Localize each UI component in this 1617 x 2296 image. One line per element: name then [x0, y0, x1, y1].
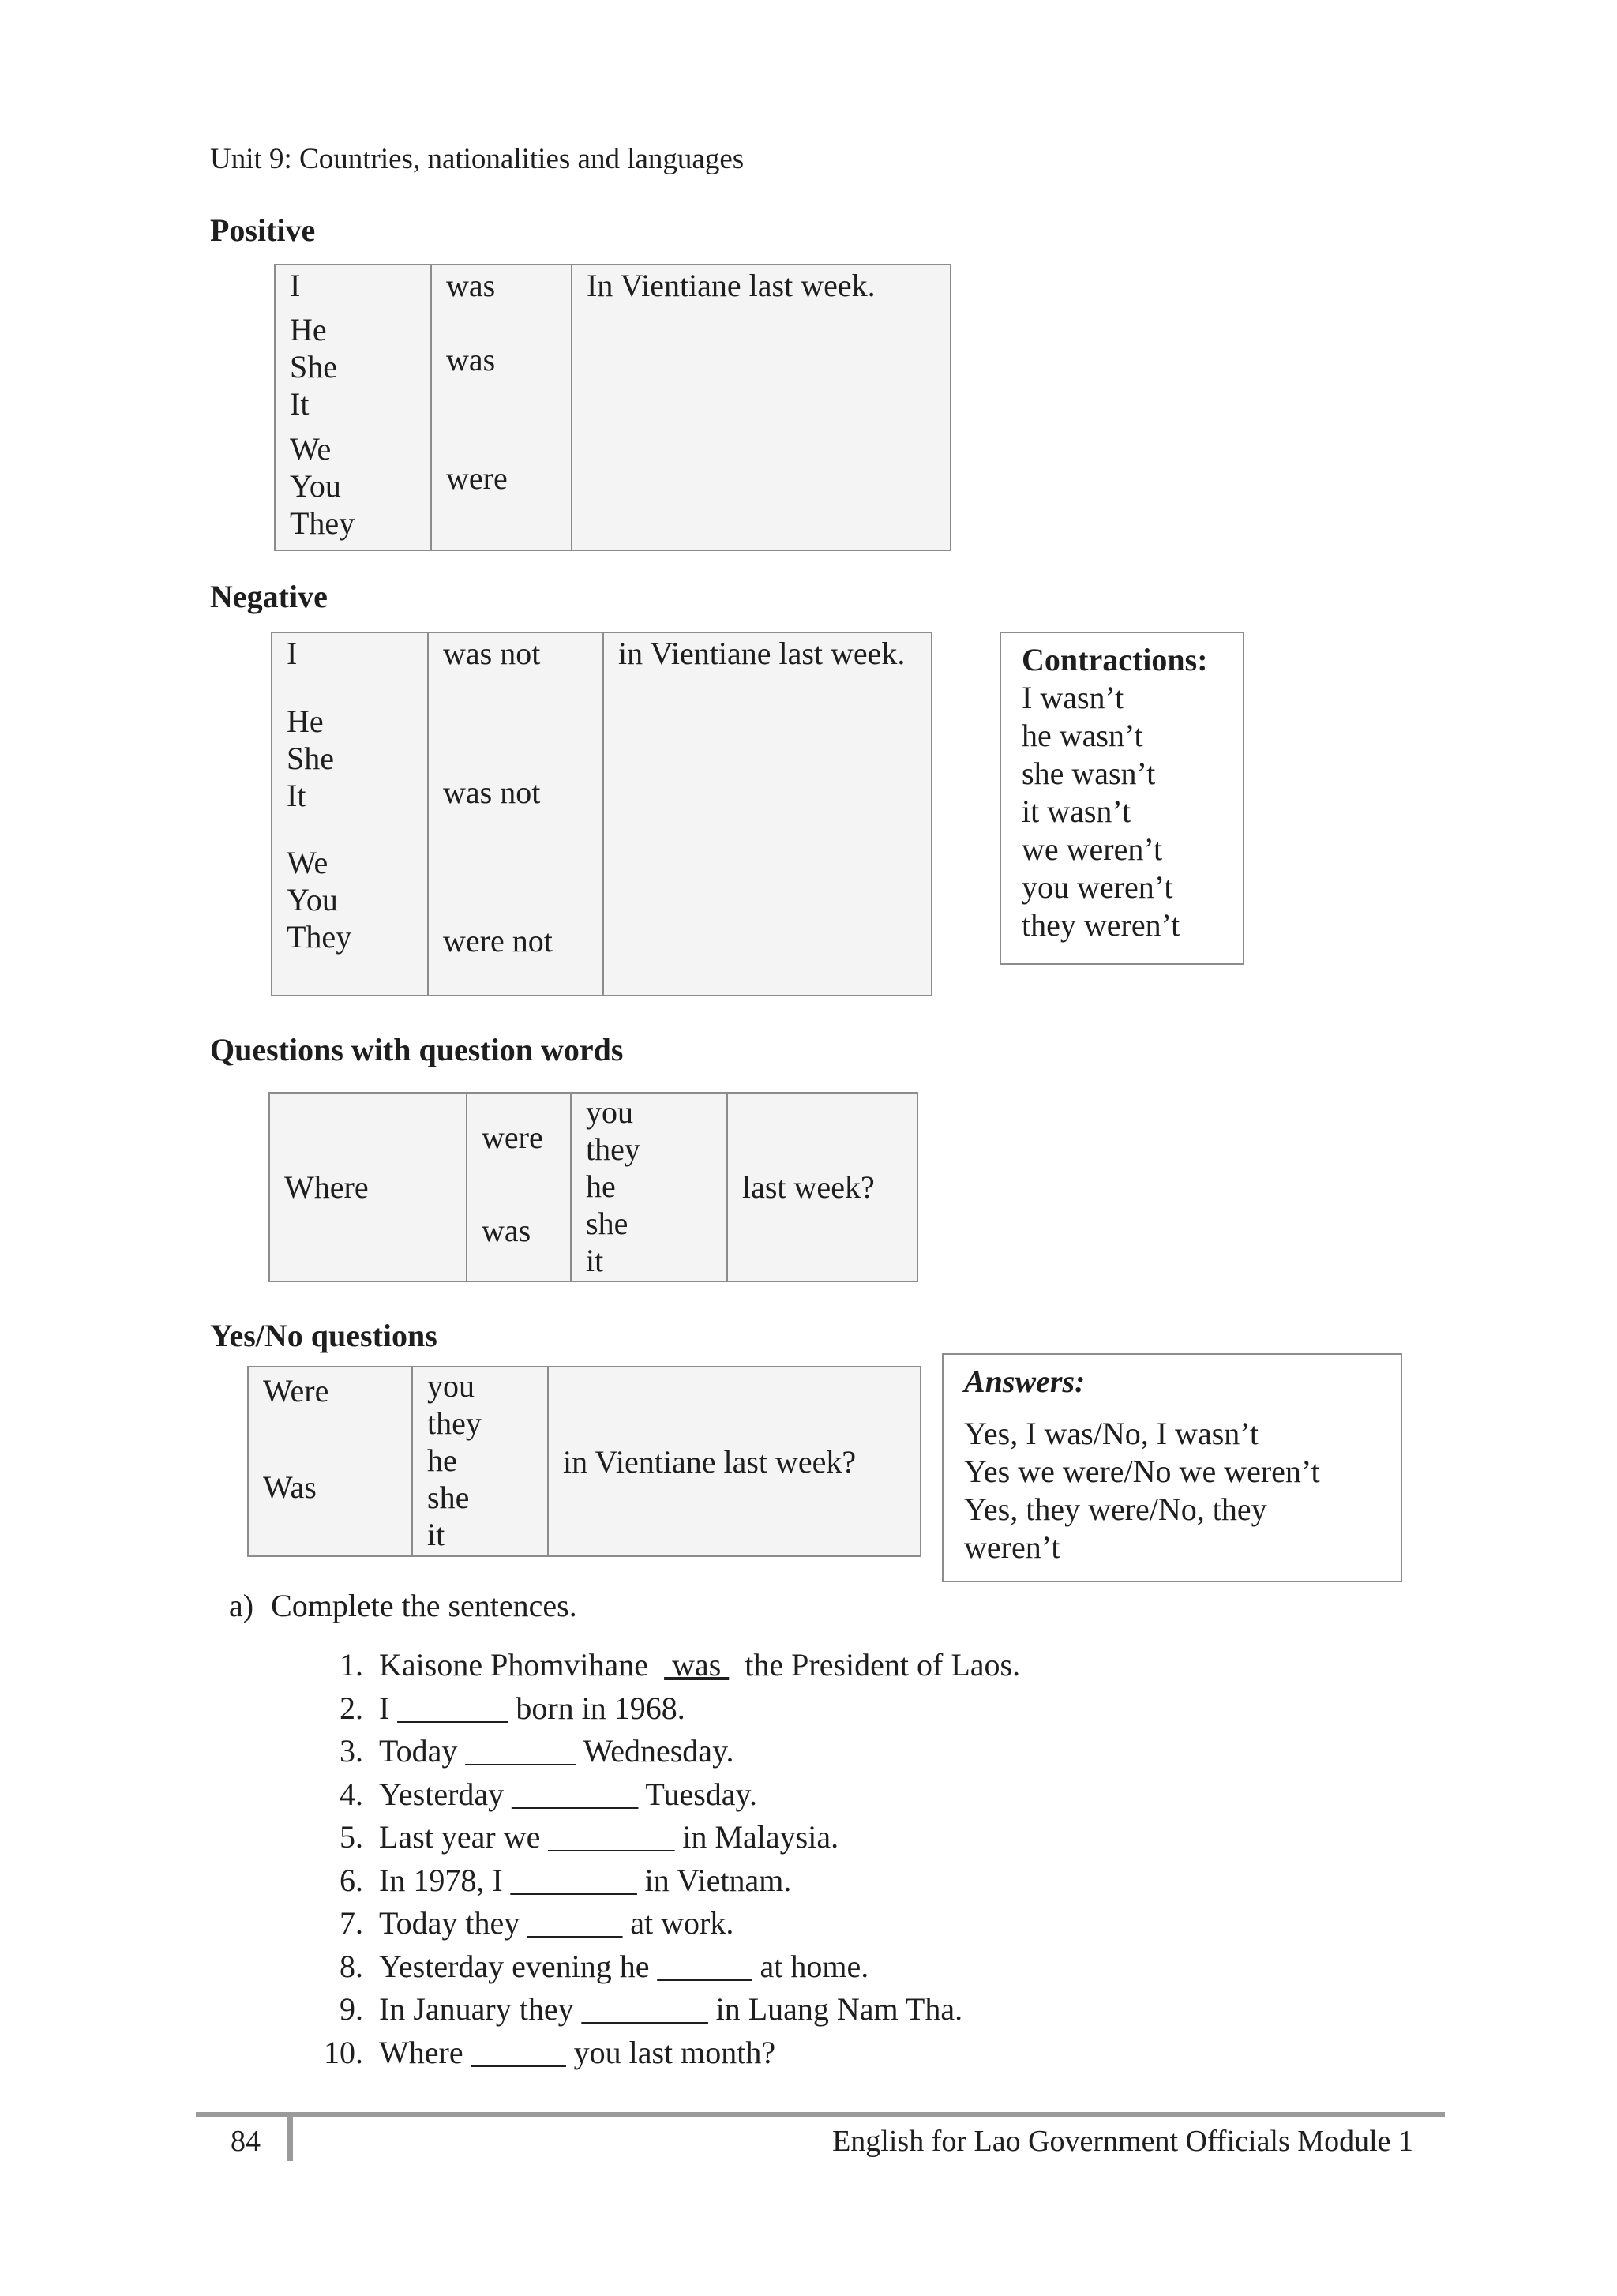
subject: you — [586, 1094, 633, 1130]
yesno-table — [247, 1366, 921, 1557]
subject: they — [586, 1131, 640, 1167]
positive-heading: Positive — [210, 212, 316, 248]
subject: They — [287, 919, 352, 955]
sentence-item — [316, 1988, 1020, 2032]
verb: Were — [263, 1373, 329, 1409]
answer-line: Yes, I was/No, I wasn’t — [964, 1416, 1259, 1451]
answers-box — [942, 1353, 1402, 1582]
sentence-end: in Luang Nam Tha. — [707, 1991, 963, 2027]
sentence-end: you last month? — [565, 2034, 776, 2070]
contraction-item: he wasn’t — [1022, 718, 1143, 753]
positive-subjects-cell — [275, 264, 431, 550]
negative-verb-cell — [428, 632, 603, 996]
subject: You — [290, 468, 341, 504]
sentence-end: in Vietnam. — [636, 1862, 792, 1898]
sentence-item — [316, 1816, 1020, 1859]
question-word-cell: Where — [269, 1093, 467, 1281]
verb: were not — [443, 923, 553, 959]
item-number: 1. — [340, 1647, 363, 1683]
wh-rest-cell: last week? — [727, 1093, 917, 1281]
verb: was — [446, 342, 496, 377]
unit-header: Unit 9: Countries, nationalities and languages — [210, 143, 745, 175]
contraction-item: we weren’t — [1022, 831, 1163, 867]
answer-blank: ______ — [471, 2034, 566, 2070]
item-number: 8. — [340, 1948, 363, 1984]
sentence-start: Where — [379, 2034, 471, 2070]
wh-subjects-cell — [571, 1093, 727, 1281]
subject: it — [427, 1517, 445, 1552]
subject: We — [290, 431, 332, 467]
sentence-end: Tuesday. — [638, 1776, 757, 1812]
sentence-end: at home. — [752, 1948, 869, 1984]
positive-verb-cell — [431, 264, 572, 550]
answer-blank: _______ — [465, 1733, 576, 1769]
exercise-label: a) — [229, 1588, 254, 1623]
verb: was — [482, 1213, 531, 1248]
subject: It — [290, 386, 310, 422]
contraction-item: I wasn’t — [1022, 680, 1124, 715]
verb: were — [446, 460, 508, 496]
yesno-verb-cell — [248, 1367, 412, 1556]
sentence-end: the President of Laos. — [729, 1647, 1021, 1683]
wh-verb-cell — [467, 1093, 571, 1281]
answer-blank: ________ — [548, 1819, 675, 1855]
yesno-rest-cell: in Vientiane last week? — [548, 1367, 921, 1556]
subject: you — [427, 1368, 475, 1404]
sentence-item — [316, 1902, 1020, 1945]
sentence-start: Yesterday evening he — [379, 1948, 658, 1984]
subject: He — [287, 703, 324, 739]
answer-blank: was — [664, 1647, 730, 1683]
sentence-item — [316, 1730, 1020, 1773]
subject: He — [290, 312, 327, 347]
contraction-item: she wasn’t — [1022, 756, 1156, 791]
contraction-item: they weren’t — [1022, 907, 1180, 943]
subject: she — [427, 1480, 470, 1515]
subject: he — [586, 1169, 616, 1204]
sentence-end: at work. — [622, 1905, 734, 1941]
sentence-start: In January they — [379, 1991, 582, 2027]
yesno-heading: Yes/No questions — [210, 1318, 437, 1353]
sentence-start: Today they — [379, 1905, 528, 1941]
yesno-subjects-cell — [412, 1367, 548, 1556]
sentence-end: Wednesday. — [576, 1733, 734, 1769]
subject: You — [287, 882, 338, 917]
subject: It — [287, 778, 306, 813]
exercise-instruction — [229, 1587, 577, 1624]
subject: she — [586, 1206, 628, 1241]
contractions-title: Contractions: — [1022, 642, 1208, 677]
subject: he — [427, 1443, 457, 1478]
subject: They — [290, 505, 355, 541]
instruction-text: Complete the sentences. — [271, 1588, 577, 1623]
item-number: 7. — [340, 1905, 363, 1941]
footer-rule — [196, 2112, 1445, 2117]
answer-blank: ______ — [527, 1905, 623, 1941]
sentence-start: Last year we — [379, 1819, 549, 1855]
sentence-item — [316, 1945, 1020, 1989]
answer-blank: ________ — [512, 1776, 639, 1812]
negative-heading: Negative — [210, 579, 328, 614]
contractions-box — [1000, 632, 1244, 965]
item-number: 5. — [340, 1819, 363, 1855]
contraction-item: you weren’t — [1022, 869, 1173, 905]
negative-rest-cell: in Vientiane last week. — [603, 632, 932, 996]
wh-questions-heading: Questions with question words — [210, 1032, 624, 1067]
sentence-item — [316, 1687, 1020, 1731]
negative-table — [271, 632, 932, 996]
subject: We — [287, 845, 328, 880]
answers-title: Answers: — [964, 1364, 1086, 1399]
subject: I — [287, 636, 298, 671]
sentence-start: Yesterday — [379, 1776, 512, 1812]
verb: was not — [443, 775, 541, 810]
sentence-start: In 1978, I — [379, 1862, 511, 1898]
sentence-start: I — [379, 1690, 398, 1726]
sentence-item — [316, 1773, 1020, 1817]
sentence-start: Today — [379, 1733, 466, 1769]
answer-blank: ________ — [510, 1862, 637, 1898]
answer-blank: _______ — [397, 1690, 508, 1726]
answer-line: Yes we were/No we weren’t — [964, 1454, 1320, 1489]
item-number: 3. — [340, 1733, 363, 1769]
verb: was not — [443, 636, 541, 671]
item-number: 2. — [340, 1690, 363, 1726]
sentence-item — [316, 2032, 1020, 2075]
subject: I — [290, 268, 301, 303]
wh-questions-table — [268, 1092, 918, 1282]
subject: they — [427, 1405, 482, 1441]
verb: was — [446, 268, 496, 303]
item-number: 6. — [340, 1862, 363, 1898]
positive-rest-cell: In Vientiane last week. — [572, 264, 951, 550]
footer-title: English for Lao Government Officials Module 1 — [832, 2125, 1413, 2158]
answer-blank: ______ — [657, 1948, 752, 1984]
subject: She — [290, 349, 337, 385]
item-number: 9. — [340, 1991, 363, 2027]
footer-divider — [287, 2112, 293, 2161]
verb: were — [482, 1120, 543, 1155]
negative-subjects-cell — [272, 632, 428, 996]
answer-line: Yes, they were/No, they — [964, 1491, 1267, 1527]
sentence-end: in Malaysia. — [674, 1819, 839, 1855]
sentence-item — [316, 1859, 1020, 1903]
subject: She — [287, 741, 334, 776]
answer-line: weren’t — [964, 1529, 1060, 1565]
page-number: 84 — [231, 2125, 261, 2158]
sentence-item — [316, 1644, 1020, 1687]
positive-table — [274, 264, 951, 551]
item-number: 10. — [324, 2034, 363, 2070]
item-number: 4. — [340, 1776, 363, 1812]
sentence-start: Kaisone Phomvihane — [379, 1647, 665, 1683]
contraction-item: it wasn’t — [1022, 793, 1131, 829]
subject: it — [586, 1243, 604, 1278]
sentence-end: born in 1968. — [508, 1690, 685, 1726]
verb: Was — [263, 1469, 317, 1505]
sentence-list — [316, 1644, 1020, 2074]
answer-blank: ________ — [581, 1991, 708, 2027]
